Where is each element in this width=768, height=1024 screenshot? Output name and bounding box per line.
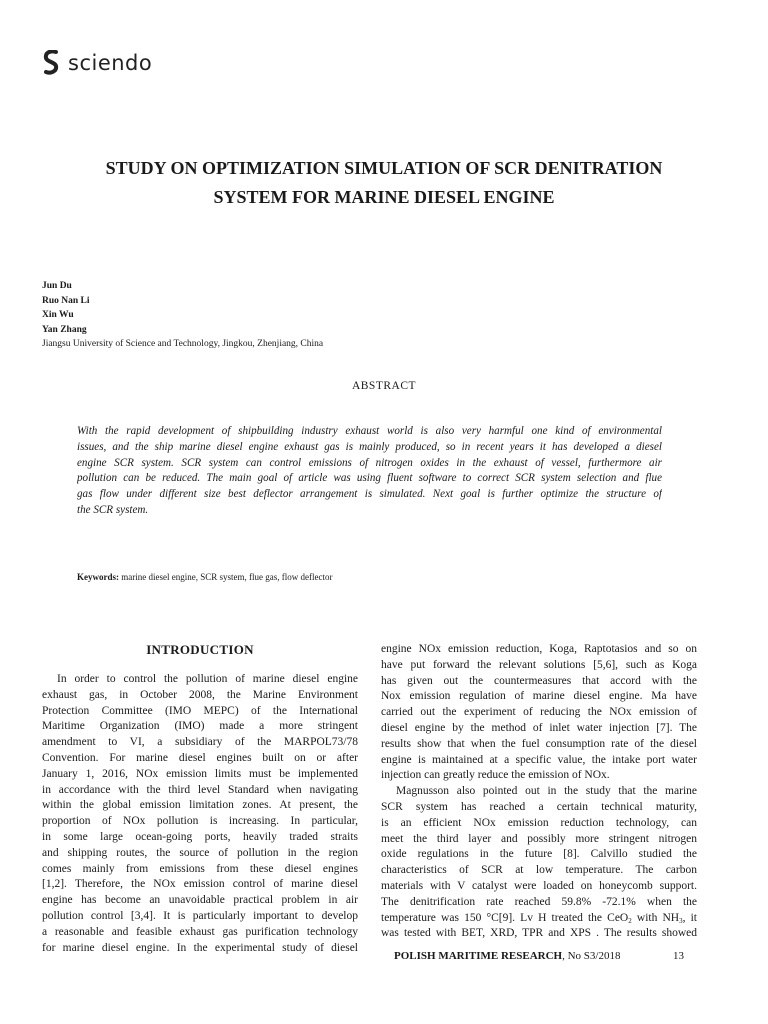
publisher-name: sciendo [68, 51, 153, 75]
journal-footer [394, 950, 620, 962]
body-line: amendment to VI, a subsidiary of the MARPOL73/78 [42, 736, 358, 749]
author-block [42, 279, 323, 352]
author-name: Xin Wu [42, 310, 74, 320]
body-line: is an efficient NOx emission reduction technology, can [381, 816, 697, 829]
subscript: 3 [679, 916, 683, 925]
body-line: injection can greatly reduce the emission of NOx. [381, 769, 610, 782]
body-line: comes mainly from emissions from these diesel engines [42, 862, 358, 875]
body-line: pollution control [3,4]. It is particularly important to develop [42, 909, 358, 922]
body-line: The denitrification rate reached 59.8% -72.1% when the [381, 895, 697, 908]
body-line: Convention. For marine diesel engines built on or after [42, 751, 358, 764]
body-line: results show that when the fuel consumption rate of the diesel [381, 737, 697, 750]
body-line: proportion of NOx pollution is increasing. In particular, [42, 815, 358, 828]
body-line: engine has become an unavoidable practical problem in air [42, 894, 358, 907]
author-name: Ruo Nan Li [42, 295, 90, 306]
keywords-text: marine diesel engine, SCR system, flue gas, flow deflector [121, 572, 333, 582]
body-line: [1,2]. Therefore, the NOx emission control of marine diesel [42, 878, 358, 891]
author-affiliation: Jiangsu University of Science and Technology, Jingkou, Zhenjiang, China [42, 339, 324, 349]
body-line: Nox emission regulation of marine diesel engine. Ma have [381, 690, 697, 703]
line-text: with NH [631, 911, 680, 924]
abstract-body [77, 423, 662, 518]
abstract-line: With the rapid development of shipbuilding industry exhaust world is also very harmful one kind of environmental [77, 425, 662, 437]
abstract-line: gas flow under different size best deflector arrangement is simulated. Next goal is further optimize the structure of [77, 488, 662, 501]
body-line: Maritime Organization (IMO) made a more stringent [42, 720, 358, 733]
body-line [381, 911, 697, 927]
body-line: oxide regulations in the future [8]. Calvillo studied the [381, 848, 697, 861]
body-line: SCR system has reached a certain technical maturity, [381, 800, 697, 813]
body-line: engine NOx emission reduction, Koga, Raptotasios and so on [381, 643, 697, 655]
author-name: Jun Du [42, 281, 72, 291]
line-text: temperature was 150 °C[9]. Lv H treated the CeO [381, 911, 629, 924]
body-line: in accordance with the third level Standard when navigating [42, 783, 358, 796]
right-column [381, 642, 697, 942]
introduction-heading: INTRODUCTION [146, 642, 254, 657]
journal-name: POLISH MARITIME RESEARCH [394, 950, 563, 962]
subscript: 2 [628, 916, 632, 925]
body-line: for marine diesel engine. In the experimental study of diesel [42, 941, 358, 954]
body-line: was tested with BET, XRD, TPR and XPS . The results showed [381, 927, 697, 940]
keywords [77, 572, 332, 582]
body-line: within the global emission limitation zones. At present, the [42, 799, 358, 812]
body-line: carried out the experiment of reducing the NOx emission of [381, 706, 697, 719]
keywords-label: Keywords: [77, 572, 119, 582]
abstract-line: engine SCR system. SCR system can control emissions of nitrogen oxides in the exhaust of vessel, furthermore air [77, 456, 662, 469]
body-line: meet the third layer and possibly more stringent nitrogen [381, 832, 697, 845]
left-column [42, 642, 358, 956]
sciendo-logo-icon [42, 50, 62, 76]
body-line: a reasonable and feasible exhaust gas purification technology [42, 925, 358, 938]
body-line: exhaust gas, in October 2008, the Marine Environment [42, 688, 358, 701]
paper-title [40, 154, 728, 212]
body-line: Protection Committee (IMO MEPC) of the International [42, 704, 358, 717]
body-line: In order to control the pollution of marine diesel engine [57, 673, 358, 685]
line-text: , it [682, 911, 697, 924]
journal-issue: , No S3/2018 [562, 950, 621, 962]
body-line: materials with V catalyst were loaded on honeycomb support. [381, 879, 697, 892]
body-line: characteristics of SCR at low temperature. The carbon [381, 864, 697, 877]
body-line: engine is maintained at a specific value, the intake port water [381, 753, 697, 766]
body-line: has given out the countermeasures that accord with the [381, 674, 697, 687]
abstract-heading: ABSTRACT [351, 380, 417, 392]
author-name: Yan Zhang [42, 324, 87, 335]
body-line: diesel engine by the method of inlet water injection [7]. The [381, 721, 697, 734]
abstract-line: pollution can be reduced. The main goal of article was using fluent software to correct SCR system selection and flue [77, 472, 662, 485]
body-line: Magnusson also pointed out in the study that the marine [396, 785, 697, 798]
title-line-1: STUDY ON OPTIMIZATION SIMULATION OF SCR DENITRATION [105, 158, 663, 178]
body-line: have put forward the relevant solutions [5,6], such as Koga [381, 658, 697, 671]
body-line: January 1, 2016, NOx emission limits must be implemented [42, 767, 358, 780]
title-line-2: SYSTEM FOR MARINE DIESEL ENGINE [213, 187, 555, 207]
abstract-line: the SCR system. [77, 503, 149, 516]
body-line: and shipping routes, the source of pollution in the region [42, 846, 358, 859]
publisher-logo [42, 50, 152, 76]
page-number: 13 [673, 950, 684, 962]
body-line: in some large ocean-going ports, heavily traded straits [42, 830, 358, 843]
abstract-line: issues, and the ship marine diesel engine exhaust gas is mainly produced, so in recent years it has developed a diesel [77, 440, 662, 453]
